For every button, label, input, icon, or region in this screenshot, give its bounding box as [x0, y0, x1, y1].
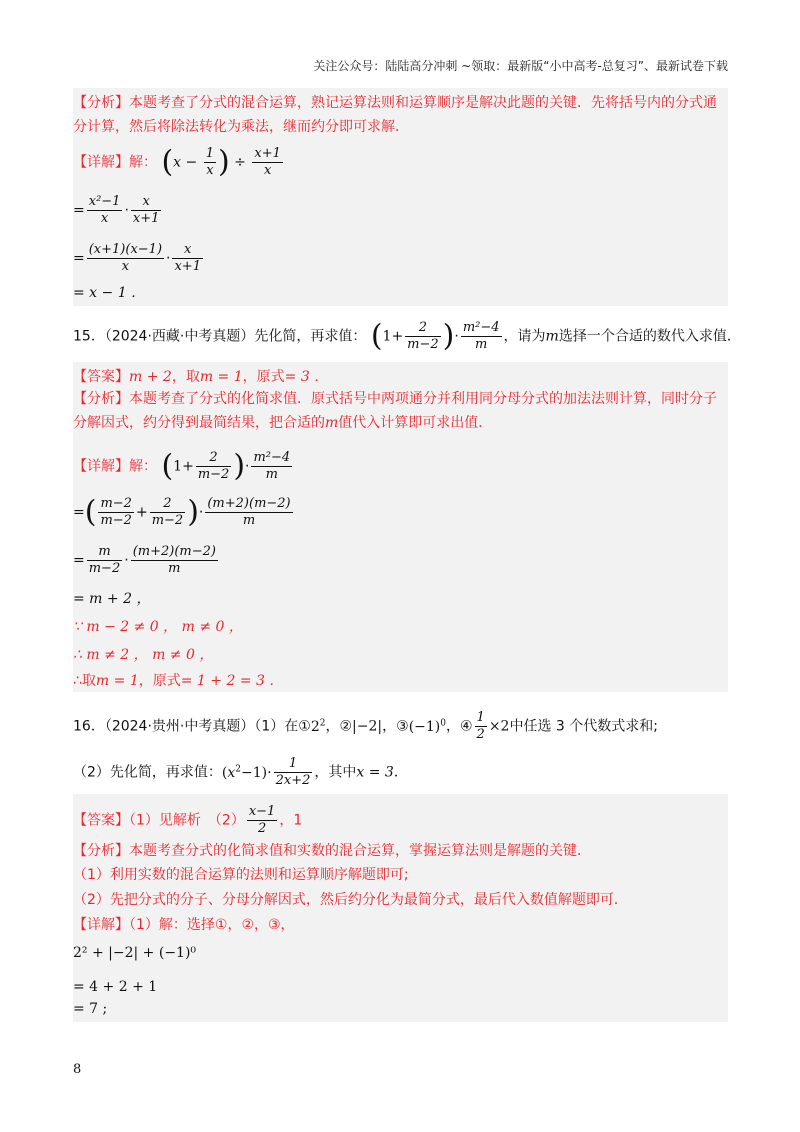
step-4: ∵ m − 2 ≠ 0 ， m ≠ 0 ， — [73, 619, 243, 635]
page-header: 关注公众号：陆陆高分冲刺 ~领取：最新版“小中高考-总复习”、最新试卷下载 — [313, 59, 728, 73]
step-2: = $\frac{m}{m-2}$ · $\frac{(m+2)(m-2)}{m}$ — [73, 544, 216, 576]
step-3: = m + 2 ， — [73, 591, 151, 607]
question-15: 15．（2024·西藏·中考真题）先化简，再求值： (1+ $\frac{2}{m-2}$ )· $\frac{\text{m²−4}}{m}$ ，请为m选择一个合适的数代入求值． — [73, 318, 741, 354]
detail-line: 【详解】解： (x − $\frac{1}{x}$ ) ÷ $\frac{x+1}{x}$ — [73, 144, 281, 180]
step-2: = 4 + 2 + 1 — [73, 979, 158, 995]
page-number: 8 — [73, 1062, 82, 1077]
step-1: =( $\frac{m-2}{m-2}$ + $\frac{2}{m-2}$ )· $\frac{(m+2)(m-2)}{m}$ — [73, 494, 291, 530]
step-3: = 7 ; — [73, 1001, 108, 1017]
detail-line: 【详解】（1）解：选择①，②，③， — [73, 917, 295, 933]
answer-line: 【答案】（1）见解析 （2） $\frac{x-1}{2}$ ，1 — [73, 804, 303, 836]
solution-panel-16 — [73, 794, 728, 1022]
step-2: = $\frac{(x+1)(x-1)}{x}$ · $\frac{x}{x+1}$ — [73, 242, 201, 274]
question-16-part-2: （2）先化简，再求值：$(x^2-1)\cdot$ $\frac{1}{2x+2}$ ，其中x = 3． — [73, 756, 408, 788]
step-6: ∴取m = 1，原式= 1 + 2 = 3 ． — [73, 673, 284, 689]
step-3: = x − 1 ． — [73, 285, 146, 301]
step-5: ∴ m ≠ 2 ， m ≠ 0 ， — [73, 647, 214, 663]
analysis-line-1: 【分析】本题考查分式的化简求值和实数的混合运算，掌握运算法则是解题的关键． — [73, 843, 591, 859]
detail-line: 【详解】解： (1+ $\frac{2}{m-2}$ )· $\frac{\text{m²−4}}{m}$ — [73, 448, 291, 484]
step-1: = $\frac{\text{x²−1}}{x}$ · $\frac{x}{x+1}$ — [73, 194, 160, 226]
analysis-line-1: 【分析】本题考查了分式的混合运算，熟记运算法则和运算顺序是解决此题的关键．先将括号内的分式通 — [73, 95, 717, 111]
question-16-part-1: 16．（2024·贵州·中考真题）（1）在$①2^2$，②|−2|，$③(-1)^0$，④ $\frac{1}{2}$ ×2中任选 3 个代数式求和; — [73, 710, 658, 742]
analysis-line-3: （2）先把分式的分子、分母分解因式，然后约分化为最简分式，最后代入数值解题即可． — [73, 892, 628, 908]
step-1: 2² + |−2| + (−1)⁰ — [73, 945, 197, 961]
solution-panel-14 — [73, 88, 728, 306]
answer-line: 【答案】m + 2，取m = 1，原式= 3 ． — [73, 369, 329, 385]
analysis-line-2: 分解因式，约分得到最简结果，把合适的m值代入计算即可求出值． — [73, 415, 493, 431]
analysis-line-1: 【分析】本题考查了分式的化简求值．原式括号中两项通分并利用同分母分式的加法法则计算，同时分子 — [73, 391, 717, 407]
solution-panel-15 — [73, 362, 728, 692]
analysis-line-2: （1）利用实数的混合运算的法则和运算顺序解题即可; — [73, 867, 409, 883]
analysis-line-2: 分计算，然后将除法转化为乘法，继而约分即可求解． — [73, 119, 409, 135]
